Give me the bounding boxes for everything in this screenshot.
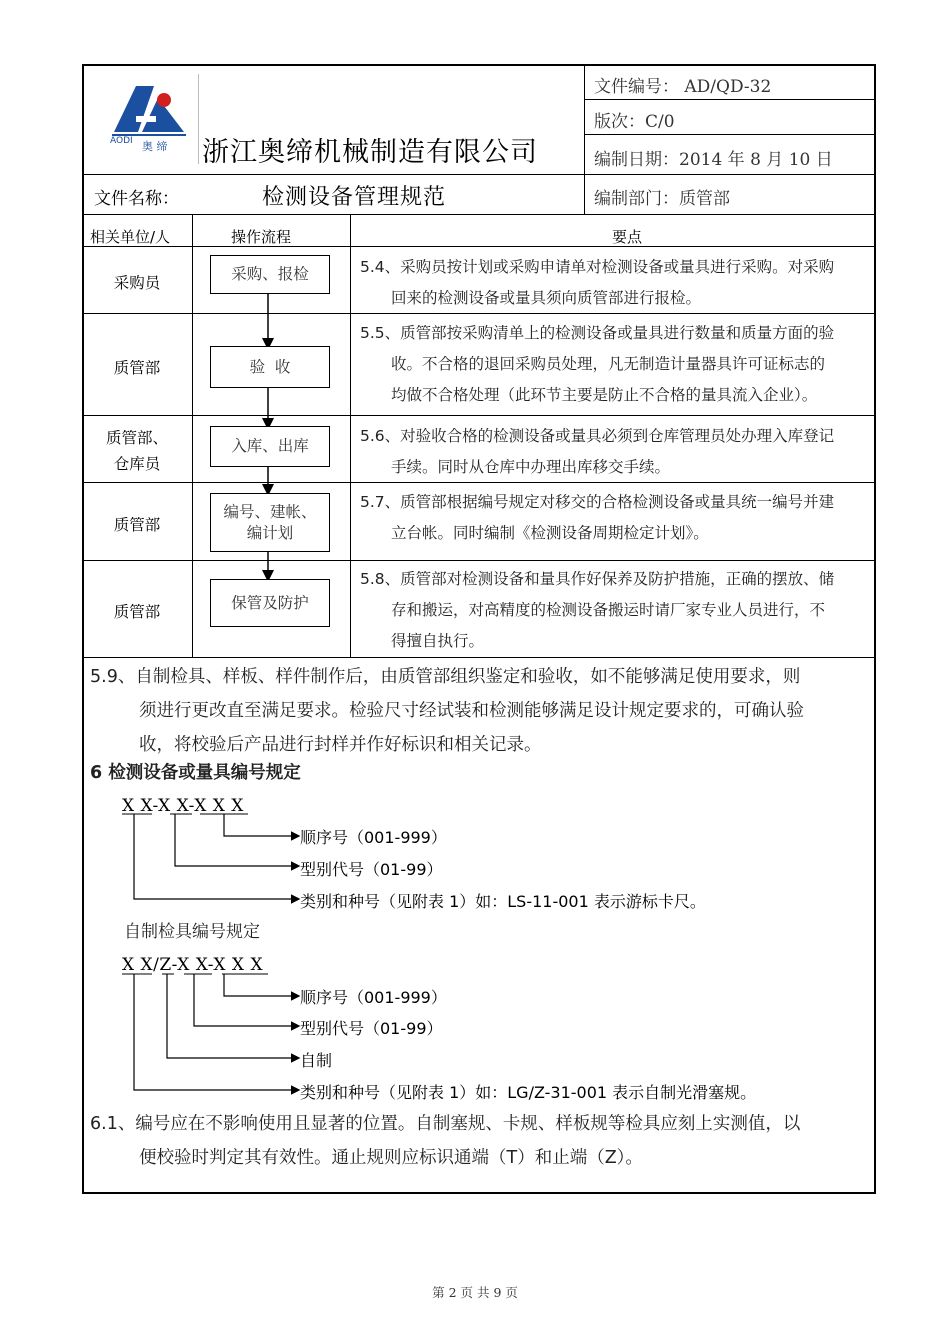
point-line: 5.6、对验收合格的检测设备或量具必须到仓库管理员处办理入库登记 xyxy=(360,427,835,445)
flow-step-purchase xyxy=(210,255,330,294)
header-divider xyxy=(584,134,876,135)
point-5-7 xyxy=(360,487,872,549)
page-number: 第 2 页 共 9 页 xyxy=(432,1285,518,1300)
col-header-unit: 相关单位/人 xyxy=(90,228,171,246)
point-line: 立台帐。同时编制《检测设备周期检定计划》。 xyxy=(391,524,709,542)
point-line: 5.8、质管部对检测设备和量具作好保养及防护措施，正确的摆放、储 xyxy=(360,570,835,588)
point-line: 5.4、采购员按计划或采购申请单对检测设备或量具进行采购。对采购 xyxy=(360,258,835,276)
self-made-title: 自制检具编号规定 xyxy=(124,922,260,942)
doc-department: 编制部门：质管部 xyxy=(594,189,730,209)
flow-step-number xyxy=(210,493,330,552)
code2-type-label: 类别和种号（见附表 1）如：LG/Z-31-001 表示自制光滑塞规。 xyxy=(300,1083,757,1102)
doc-date: 编制日期：2014 年 8 月 10 日 xyxy=(594,150,833,170)
logo-text-en: AODI xyxy=(110,136,133,146)
code1-seq-label: 顺序号（001-999） xyxy=(300,828,447,847)
point-line: 存和搬运，对高精度的检测设备搬运时请厂家专业人员进行，不 xyxy=(391,601,826,619)
code-diagram-1 xyxy=(118,812,308,912)
point-5-5 xyxy=(360,318,872,411)
flow-step-label: 采购、报检 xyxy=(231,265,309,283)
row-unit: 质管部 xyxy=(113,603,161,621)
section-6-title: 6 检测设备或量具编号规定 xyxy=(90,763,301,783)
point-5-8 xyxy=(360,564,872,657)
point-line: 手续。同时从仓库中办理出库移交手续。 xyxy=(391,458,671,476)
doc-title: 检测设备管理规范 xyxy=(262,185,447,210)
row-unit: 质管部 xyxy=(113,359,161,377)
row-unit: 质管部、 xyxy=(105,429,168,447)
point-line: 回来的检测设备或量具须向质管部进行报检。 xyxy=(391,289,702,307)
code1-model-label: 型别代号（01-99） xyxy=(300,860,443,879)
file-name-label: 文件名称： xyxy=(94,189,179,209)
flow-step-storage xyxy=(210,579,330,627)
paragraph-line: 收，将校验后产品进行封样并作好标识和相关记录。 xyxy=(139,735,542,755)
point-line: 均做不合格处理（此环节主要是防止不合格的量具流入企业）。 xyxy=(391,386,818,404)
logo-text-cn: 奥 缔 xyxy=(142,140,168,153)
code2-model-label: 型别代号（01-99） xyxy=(300,1019,443,1038)
point-5-4 xyxy=(360,252,872,314)
code-diagram-2 xyxy=(118,972,308,1097)
header-divider xyxy=(82,174,876,175)
logo-separator xyxy=(198,74,199,164)
row-unit: 质管部 xyxy=(113,516,161,534)
flow-step-label: 验 收 xyxy=(249,357,291,376)
point-line: 5.5、质管部按采购清单上的检测设备或量具进行数量和质量方面的验 xyxy=(360,324,835,342)
doc-number: 文件编号： AD/QD-32 xyxy=(594,77,772,97)
code2-self-label: 自制 xyxy=(300,1051,333,1070)
table-row-divider xyxy=(82,657,876,658)
code1-type-label: 类别和种号（见附表 1）如：LS-11-001 表示游标卡尺。 xyxy=(300,892,706,911)
paragraph-line: 便校验时判定其有效性。通止规则应标识通端（T）和止端（Z）。 xyxy=(139,1148,643,1168)
company-name: 浙江奥缔机械制造有限公司 xyxy=(202,137,538,168)
point-line: 得擅自执行。 xyxy=(391,632,485,650)
paragraph-line: 须进行更改直至满足要求。检验尺寸经试装和检测能够满足设计规定要求的，可确认验 xyxy=(139,701,804,721)
flow-step-label: 保管及防护 xyxy=(231,593,309,612)
header-divider xyxy=(82,214,876,215)
flow-step-warehouse xyxy=(210,426,330,467)
col-header-flow: 操作流程 xyxy=(231,228,292,246)
table-col-divider xyxy=(350,214,351,657)
flow-step-inspect xyxy=(210,346,330,388)
flow-step-label: 编号、建帐、 xyxy=(223,502,317,521)
code-format-1: X X-X X-X X X xyxy=(122,796,244,816)
paragraph-6-1 xyxy=(90,1107,874,1175)
point-line: 收。不合格的退回采购员处理，凡无制造计量器具许可证标志的 xyxy=(391,355,826,373)
code-format-2: X X/Z-X X-X X X xyxy=(122,955,264,975)
doc-version: 版次：C/0 xyxy=(594,112,675,132)
point-line: 5.7、质管部根据编号规定对移交的合格检测设备或量具统一编号并建 xyxy=(360,493,835,511)
company-logo xyxy=(106,80,192,160)
code2-seq-label: 顺序号（001-999） xyxy=(300,988,447,1007)
row-unit-line2: 仓库员 xyxy=(113,455,161,473)
header-divider xyxy=(584,99,876,100)
paragraph-5-9 xyxy=(90,660,874,762)
flow-step-label: 入库、出库 xyxy=(231,437,309,455)
paragraph-line: 6.1、编号应在不影响使用且显著的位置。自制塞规、卡规、样板规等检具应刻上实测值，以 xyxy=(90,1114,801,1134)
point-5-6 xyxy=(360,421,872,483)
paragraph-line: 5.9、自制检具、样板、样件制作后，由质管部组织鉴定和验收，如不能够满足使用要求，则 xyxy=(90,667,801,687)
row-unit: 采购员 xyxy=(113,274,161,292)
header-divider-vertical xyxy=(584,64,585,214)
col-header-points: 要点 xyxy=(612,228,643,246)
flow-step-label-line2: 编计划 xyxy=(246,523,294,542)
